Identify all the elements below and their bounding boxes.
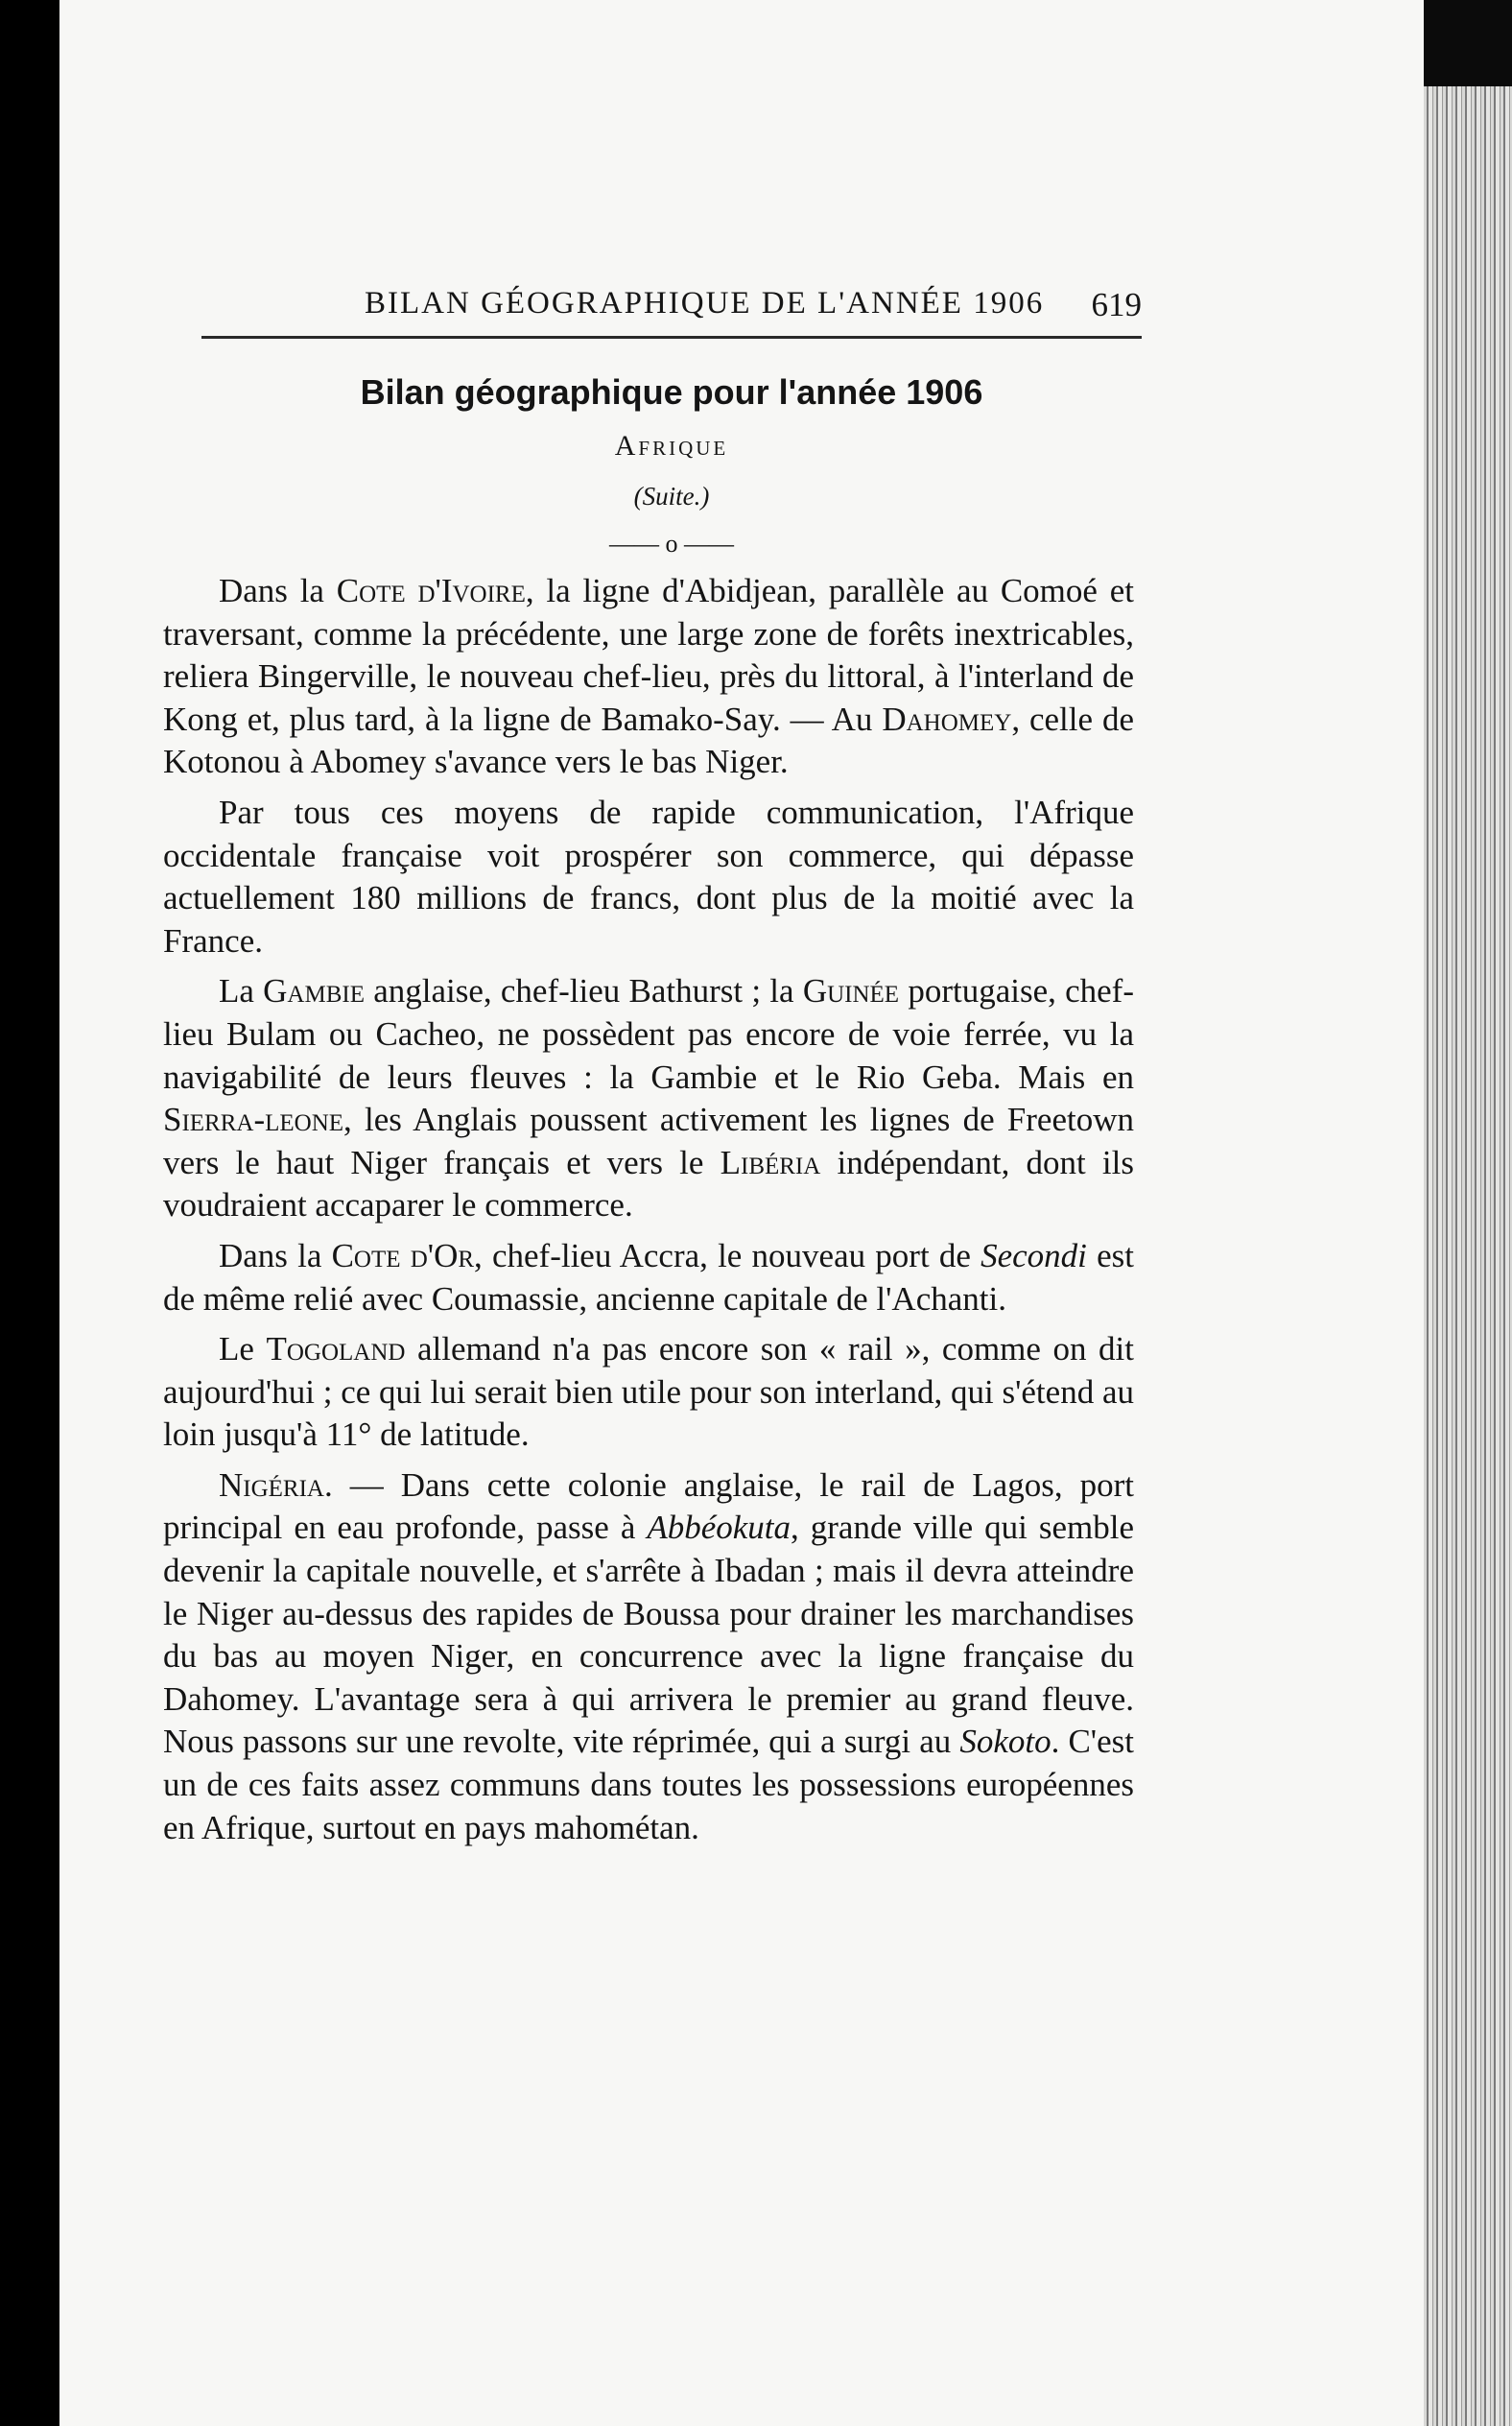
text-run: , les Anglais poussent activement les lignes de Freetown vers le haut Niger français et vers le	[163, 1101, 1134, 1181]
text-run: Dans la	[219, 572, 337, 609]
place-name-guinee: Guinée	[802, 972, 900, 1011]
scan-top-right-background	[1424, 0, 1512, 86]
paragraph-togoland	[163, 1328, 1134, 1457]
running-header	[201, 286, 1142, 332]
place-name-secondi: Secondi	[980, 1236, 1087, 1274]
place-name-sierra-leone: Sierra-leone	[163, 1101, 344, 1139]
section-heading: Afrique	[614, 430, 729, 462]
running-title: BILAN GÉOGRAPHIQUE DE L'ANNÉE 1906	[365, 286, 1045, 321]
place-name-cote-or: Cote d'Or	[331, 1236, 475, 1274]
page-number: 619	[1091, 286, 1142, 323]
paragraph-nigeria	[163, 1464, 1134, 1849]
text-run: . C'est un de ces faits assez communs dans toutes les possessions européennes en Afrique, surtout en pays mahométan.	[163, 1723, 1134, 1846]
paragraph-cote-ivoire	[163, 570, 1134, 784]
paragraph-commerce: Par tous ces moyens de rapide communication, l'Afrique occidentale française voit prospérer son commerce, qui dépasse actuellement 180 millions de francs, dont plus de la moitié avec la France.	[163, 793, 1134, 960]
place-name-abbeokuta: Abbéokuta	[647, 1509, 791, 1547]
text-run: indépendant, dont ils voudraient accaparer le commerce.	[163, 1143, 1134, 1225]
text-run: est de même relié avec Coumassie, ancienne capitale de l'Achanti.	[163, 1236, 1134, 1318]
text-run: , celle de Kotonou à Abomey s'avance vers le bas Niger.	[163, 700, 1134, 781]
text-run: , chef-lieu Accra, le nouveau port de	[474, 1236, 981, 1274]
place-name-gambie: Gambie	[263, 972, 365, 1011]
text-run: allemand n'a pas encore son « rail », comme on dit aujourd'hui ; ce qui lui serait bien utile pour son interland, qui s'étend au loin jusqu'à 11° de latitude.	[163, 1330, 1134, 1454]
text-run: anglaise, chef-lieu Bathurst ; la	[365, 972, 803, 1011]
place-name-cote-ivoire: Cote d'Ivoire	[336, 572, 526, 609]
article-title: Bilan géographique pour l'année 1906	[360, 372, 983, 412]
place-name-liberia: Libéria	[720, 1143, 821, 1181]
place-name-nigeria: Nigéria	[219, 1465, 324, 1504]
text-run: La	[219, 972, 264, 1011]
page-stack-edge	[1424, 86, 1512, 2426]
place-name-dahomey: Dahomey	[882, 700, 1012, 738]
place-name-sokoto: Sokoto	[959, 1723, 1051, 1761]
text-run: portugaise, chef-lieu Bulam ou Cacheo, ne possèdent pas encore de voie ferrée, vu la navigabilité de leurs fleuves : la Gambie et le Rio Geba. Mais en	[163, 972, 1134, 1096]
text-run: , la ligne d'Abidjean, parallèle au Comoé et traversant, comme la précédente, une large zone de forêts inextricables, reliera Bingerville, le nouveau chef-lieu, près du littoral, à l'interland de Kong et, plus tard, à la ligne de Bamako-Say. — Au	[163, 572, 1134, 738]
paragraph-cote-or	[163, 1235, 1134, 1320]
header-rule	[201, 336, 1142, 339]
text-run: Dans la	[219, 1236, 332, 1274]
continued-note: (Suite.)	[633, 482, 710, 511]
place-name-togoland: Togoland	[266, 1330, 406, 1368]
paragraph-gambie	[163, 970, 1134, 1227]
text-run: . — Dans cette colonie anglaise, le rail de Lagos, port principal en eau profonde, passe à	[163, 1465, 1134, 1547]
section-divider: —— o ——	[609, 530, 734, 558]
scan-left-margin	[0, 0, 59, 2426]
article-body	[163, 570, 1134, 1857]
text-run: Le	[219, 1330, 267, 1368]
text-run: , grande ville qui semble devenir la capitale nouvelle, et s'arrête à Ibadan ; mais il devra atteindre le Niger au-dessus des rapides de Boussa pour drainer les marchandises du bas au moyen Niger, en concurrence avec la ligne française du Dahomey. L'avantage sera à qui arrivera le premier au grand fleuve. Nous passons sur une revolte, vite réprimée, qui a surgi au	[163, 1509, 1135, 1761]
